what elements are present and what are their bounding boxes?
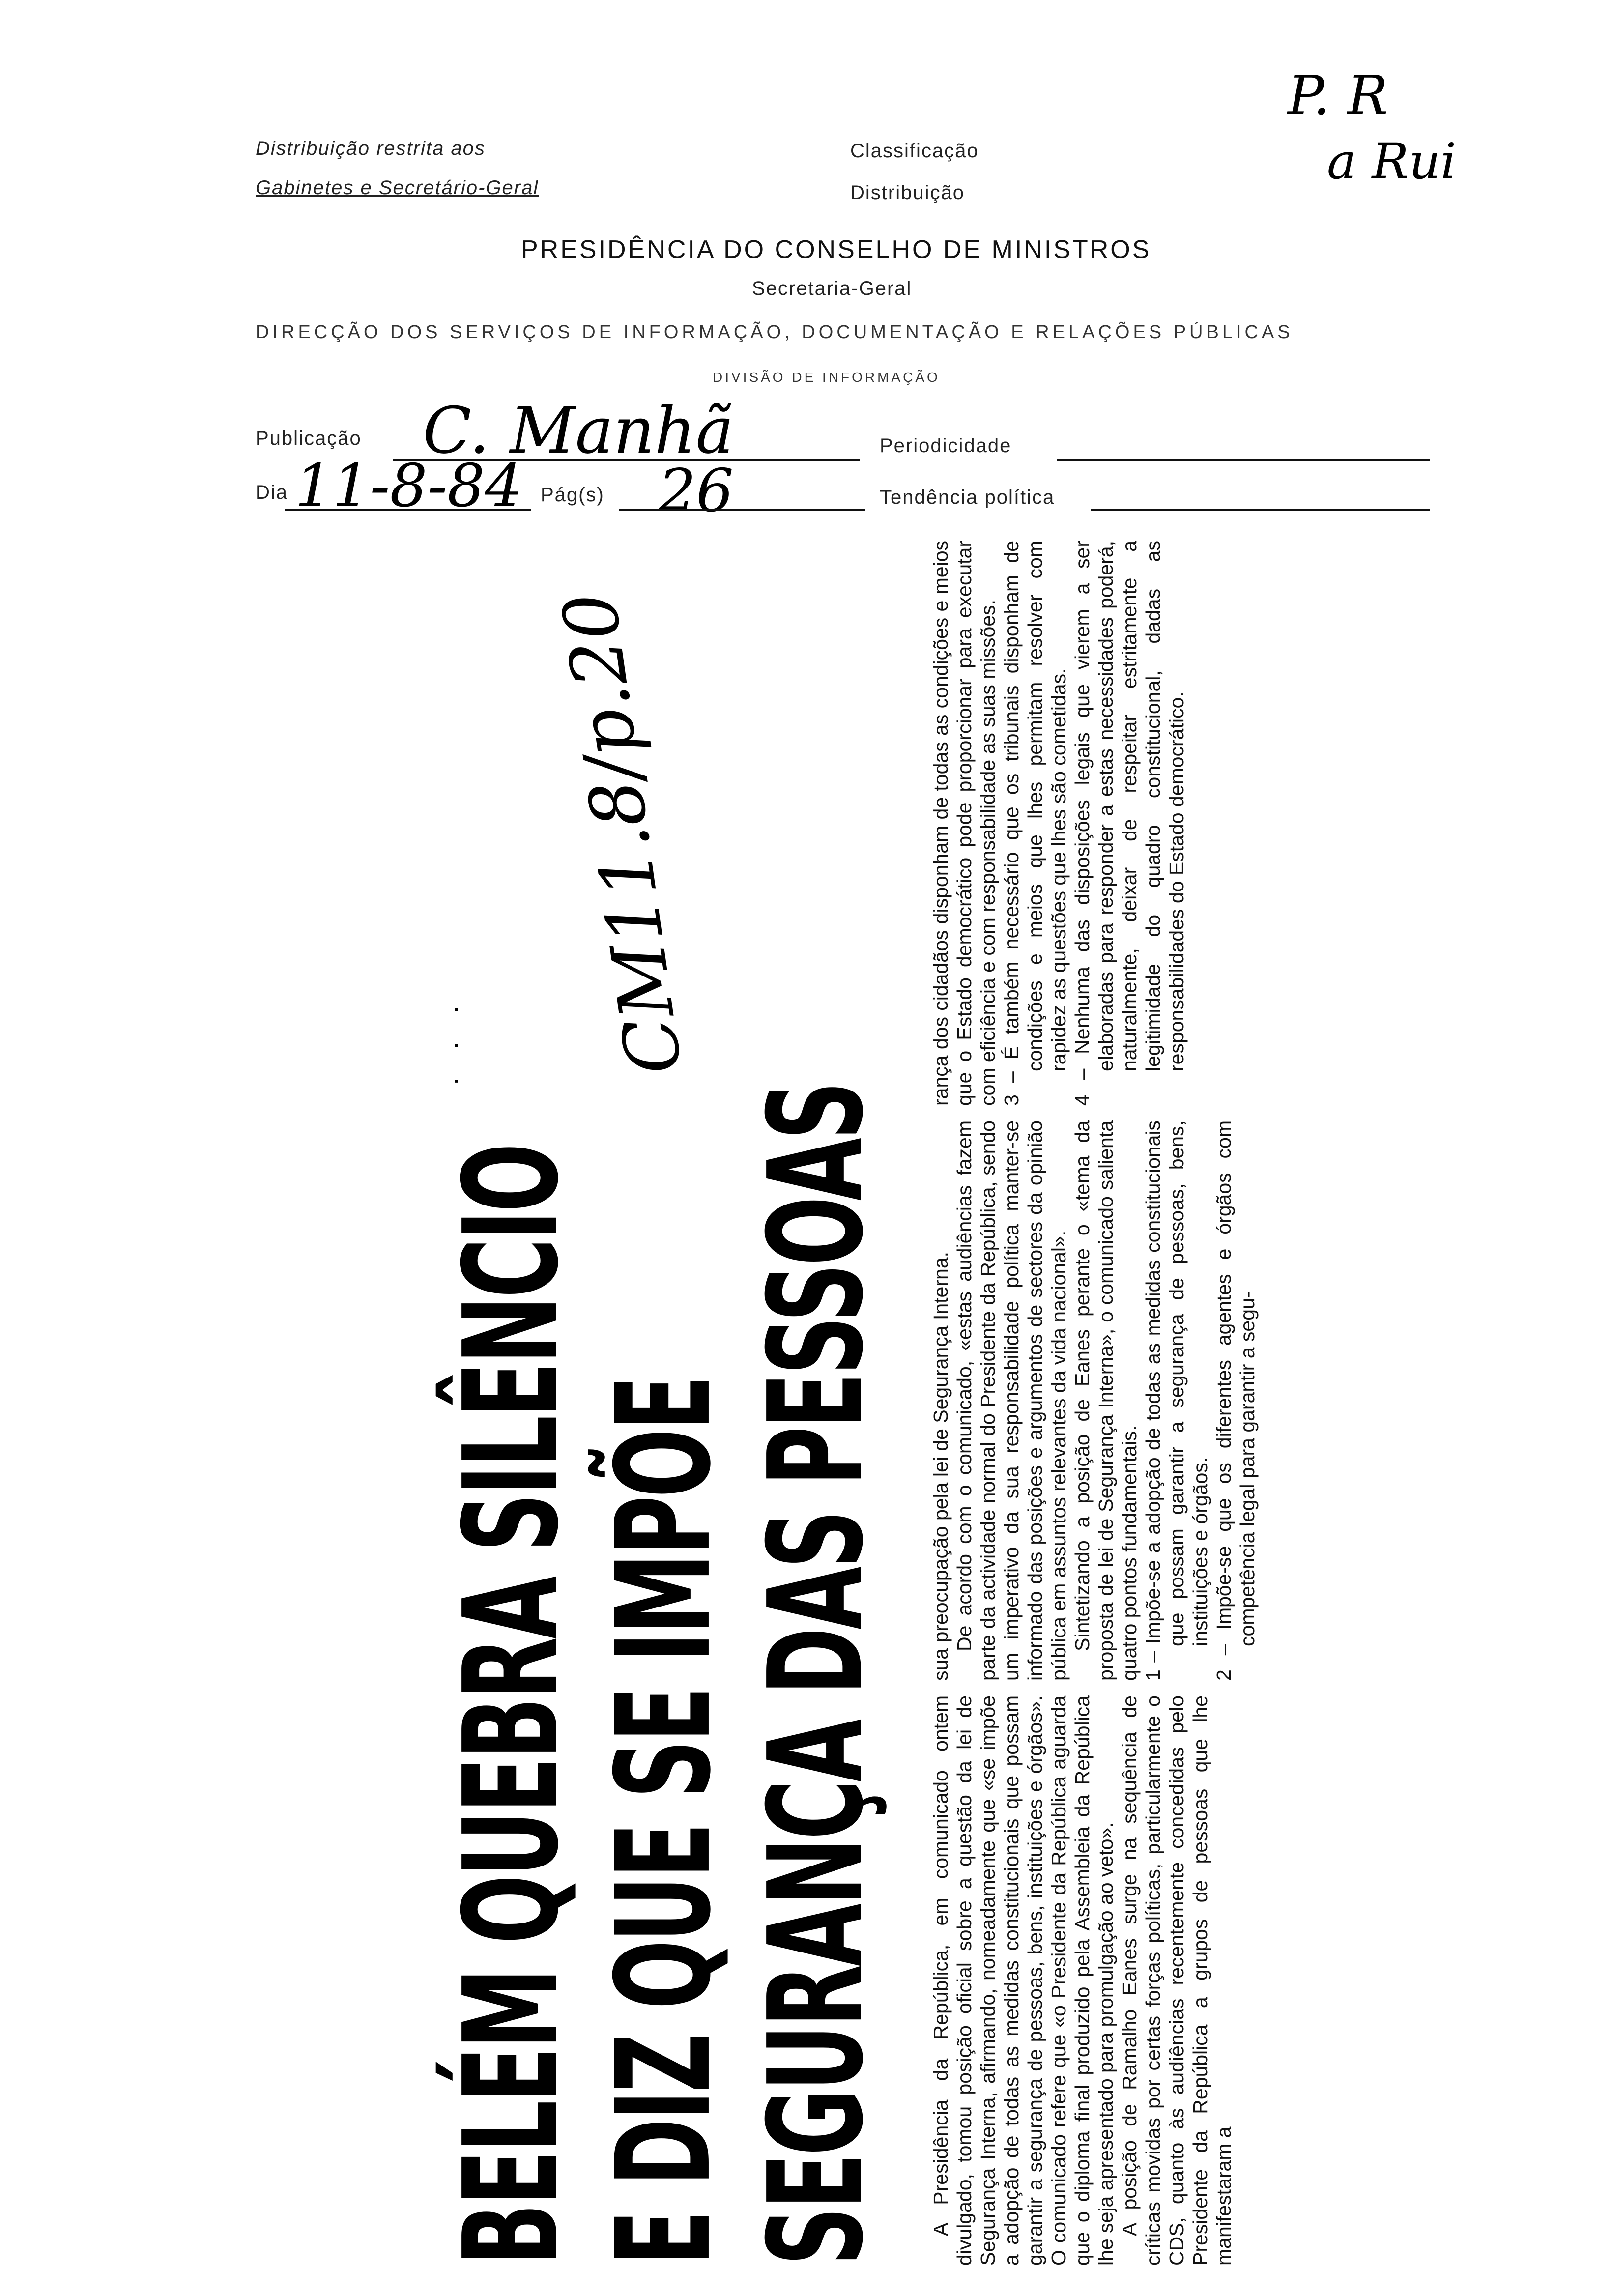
- col3-list-item-4: 4 – Nenhuma das disposições legais que vierem a ser elaboradas para responder a estas necessidades poderá, naturalmente, deixar de respeitar estritamente a legitimidade do quadro constitucional, dadas as responsabilidades do Estado democrático.: [1071, 541, 1188, 1106]
- col1-paragraph-1: A Presidência da República, em comunicado ontem divulgado, tomou posição oficial sobre a questão da lei de Segurança Interna, afirmando, nomeadamente que «se impõe a adopção de todas as medidas constitucionais que possam garantir a segurança de pessoas, bens, instituições e órgãos». O comunicado refere que «o Presidente da República aguarda que o diploma final produzido pela Assembleia da República lhe seja apresentado para promulgação ao veto».: [929, 1695, 1117, 2266]
- decorative-dots: · · ·: [438, 996, 471, 1086]
- distribution-restriction-line1: Distribuição restrita aos: [256, 138, 486, 159]
- day-label: Dia: [256, 482, 288, 503]
- col2-list-item-2: 2 – Impõe-se que os diferentes agentes e órgãos com competência legal para garantir a segu-: [1212, 1120, 1259, 1681]
- distribution-label: Distribuição: [850, 182, 965, 203]
- page-underline: [619, 509, 865, 511]
- col2-list-item-1: 1 – Impõe-se a adopção de todas as medidas constitucionais que possam garantir a segurança de pessoas, bens, instituições e órgãos.: [1142, 1120, 1211, 1681]
- col1-paragraph-2: A posição de Ramalho Eanes surge na sequência de críticas movidas por certas forças políticas, particularmente o CDS, quanto às audiências recentemente concedidas pelo Presidente da República a grupos de pessoas que lhe manifestaram a: [1118, 1695, 1235, 2266]
- headline-line2: E DIZ QUE SE IMPÕE: [589, 1377, 740, 2266]
- directorate-title: DIRECÇÃO DOS SERVIÇOS DE INFORMAÇÃO, DOCUMENTAÇÃO E RELAÇÕES PÚBLICAS: [256, 322, 1294, 343]
- article-column-3: [929, 541, 1188, 1106]
- col3-list-item-3: 3 – É também necessário que os tribunais disponham de condições e meios que lhes permitam resolver com rapidez as questões que lhes são cometidas.: [1000, 541, 1070, 1106]
- headline-line1: BELÉM QUEBRA SILÊNCIO: [436, 1145, 588, 2266]
- clipping-rotated-content: [432, 526, 1347, 2275]
- corner-handwritten-note-line2: a Rui: [1327, 133, 1457, 190]
- publication-value: C. Manhã: [423, 393, 734, 468]
- publication-label: Publicação: [256, 428, 362, 449]
- col2-paragraph-1: sua preocupação pela lei de Segurança Interna.: [929, 1251, 952, 1681]
- day-value: 11-8-84: [295, 452, 522, 520]
- tendency-label: Tendência política: [880, 487, 1055, 508]
- division-title: DIVISÃO DE INFORMAÇÃO: [713, 370, 940, 385]
- periodicity-label: Periodicidade: [880, 435, 1012, 457]
- headline-line3: SEGURANÇA DAS PESSOAS: [741, 1083, 892, 2266]
- classification-label: Classificação: [850, 140, 979, 162]
- col2-paragraph-3: Sintetizando a posição de Eanes perante o «tema da proposta de lei de Segurança Interna», o comunicado salienta quatro pontos fundamentais.: [1071, 1120, 1141, 1681]
- corner-handwritten-note-line1: P. R: [1288, 64, 1388, 127]
- article-column-2: [929, 1120, 1259, 1681]
- newspaper-clipping: [432, 526, 1347, 2275]
- col2-paragraph-2: De acordo com o comunicado, «estas audiências fazem parte da actividade normal do Presidente da República, sendo um imperativo da sua responsabilidade política manter-se informado das posições e argumentos de sectores da opinião pública em assuntos relevantes da vida nacional».: [953, 1120, 1070, 1681]
- periodicity-underline: [1057, 459, 1430, 461]
- tendency-underline: [1091, 509, 1430, 511]
- col3-paragraph-1: rança dos cidadãos disponham de todas as condições e meios que o Estado democrático pode proporcionar para executar com eficiência e com responsabilidade as suas missões.: [929, 541, 999, 1106]
- secretariat-title: Secretaria-Geral: [752, 278, 912, 299]
- page-value: 26: [659, 457, 734, 525]
- institution-title: PRESIDÊNCIA DO CONSELHO DE MINISTROS: [521, 235, 1151, 264]
- distribution-restriction-line2: Gabinetes e Secretário-Geral: [256, 177, 539, 199]
- article-column-1: [929, 1695, 1236, 2266]
- handwritten-reference-note: CM11.8/p.20: [547, 587, 699, 1080]
- day-underline: [285, 509, 531, 511]
- page-label: Pág(s): [541, 484, 604, 506]
